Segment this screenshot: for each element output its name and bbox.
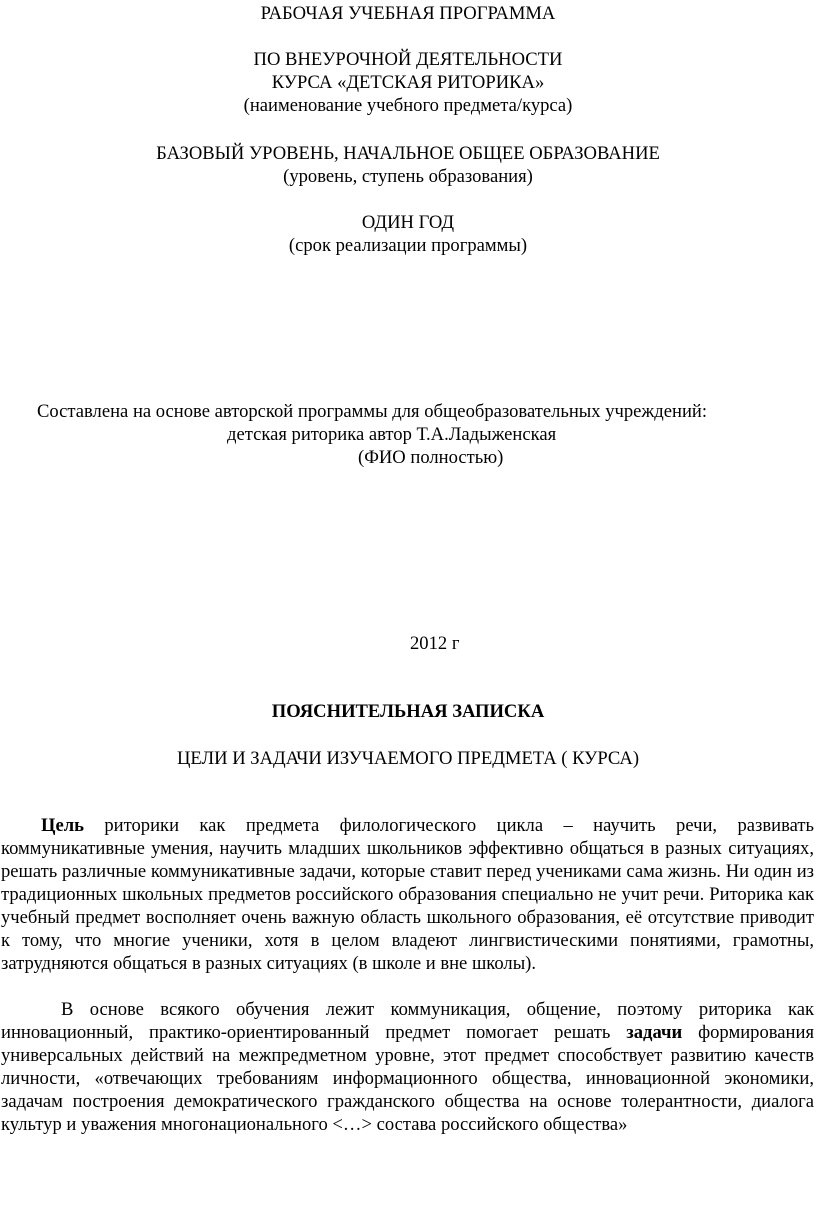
course-line-2: КУРСА «ДЕТСКАЯ РИТОРИКА» — [271, 72, 545, 93]
term-line: ОДИН ГОД — [361, 212, 455, 233]
basis-caption: (ФИО полностью) — [358, 447, 504, 468]
program-title: РАБОЧАЯ УЧЕБНАЯ ПРОГРАММА — [260, 3, 556, 24]
level-line: БАЗОВЫЙ УРОВЕНЬ, НАЧАЛЬНОЕ ОБЩЕЕ ОБРАЗОВАНИЕ — [156, 143, 660, 164]
level-caption: (уровень, ступень образования) — [283, 166, 533, 187]
course-caption: (наименование учебного предмета/курса) — [243, 95, 573, 116]
goal-text: риторики как предмета филологического цикла – научить речи, развивать коммуникативные умения, научить младших школьников эффективно общаться в разных ситуациях, решать различные коммуникативные задачи, которые ставит перед учениками сама жизнь. Ни один из традиционных школьных предметов российского образования специально не учит речи. Риторика как учебный предмет восполняет очень важную область школьного образования, её отсутствие приводит к тому, что многие ученики, хотя в целом владеют лингвистическими понятиями, грамотны, затрудняются общаться в разных ситуациях (в школе и вне школы). — [1, 815, 814, 974]
tasks-text-after: формирования универсальных действий на межпредметном уровне, этот предмет способствует развитию качеств личности, «отвечающих требованиям информационного общества, инновационной экономики, задачам построения демократического гражданского общества на основе толерантности, диалога культур и уважения многонационального <…> состава российского общества» — [1, 1022, 814, 1135]
course-line-1: ПО ВНЕУРОЧНОЙ ДЕЯТЕЛЬНОСТИ — [253, 49, 563, 70]
section-subheading: ЦЕЛИ И ЗАДАЧИ ИЗУЧАЕМОГО ПРЕДМЕТА ( КУРСА) — [176, 748, 640, 769]
section-heading: ПОЯСНИТЕЛЬНАЯ ЗАПИСКА — [271, 701, 545, 722]
tasks-text-before: В основе всякого обучения лежит коммуникация, общение, поэтому риторика как инновационный, практико-ориентированный предмет помогает решать — [1, 999, 814, 1043]
paragraph-goal — [1, 814, 814, 975]
goal-lead-word: Цель — [41, 815, 84, 836]
term-caption: (срок реализации программы) — [288, 235, 528, 256]
tasks-bold-word: задачи — [626, 1022, 683, 1043]
basis-line-1: Составлена на основе авторской программы для общеобразовательных учреждений: — [37, 401, 708, 422]
paragraph-tasks — [1, 998, 814, 1136]
year-label: 2012 г — [410, 633, 460, 654]
basis-line-2: детская риторика автор Т.А.Ладыженская — [227, 424, 557, 445]
